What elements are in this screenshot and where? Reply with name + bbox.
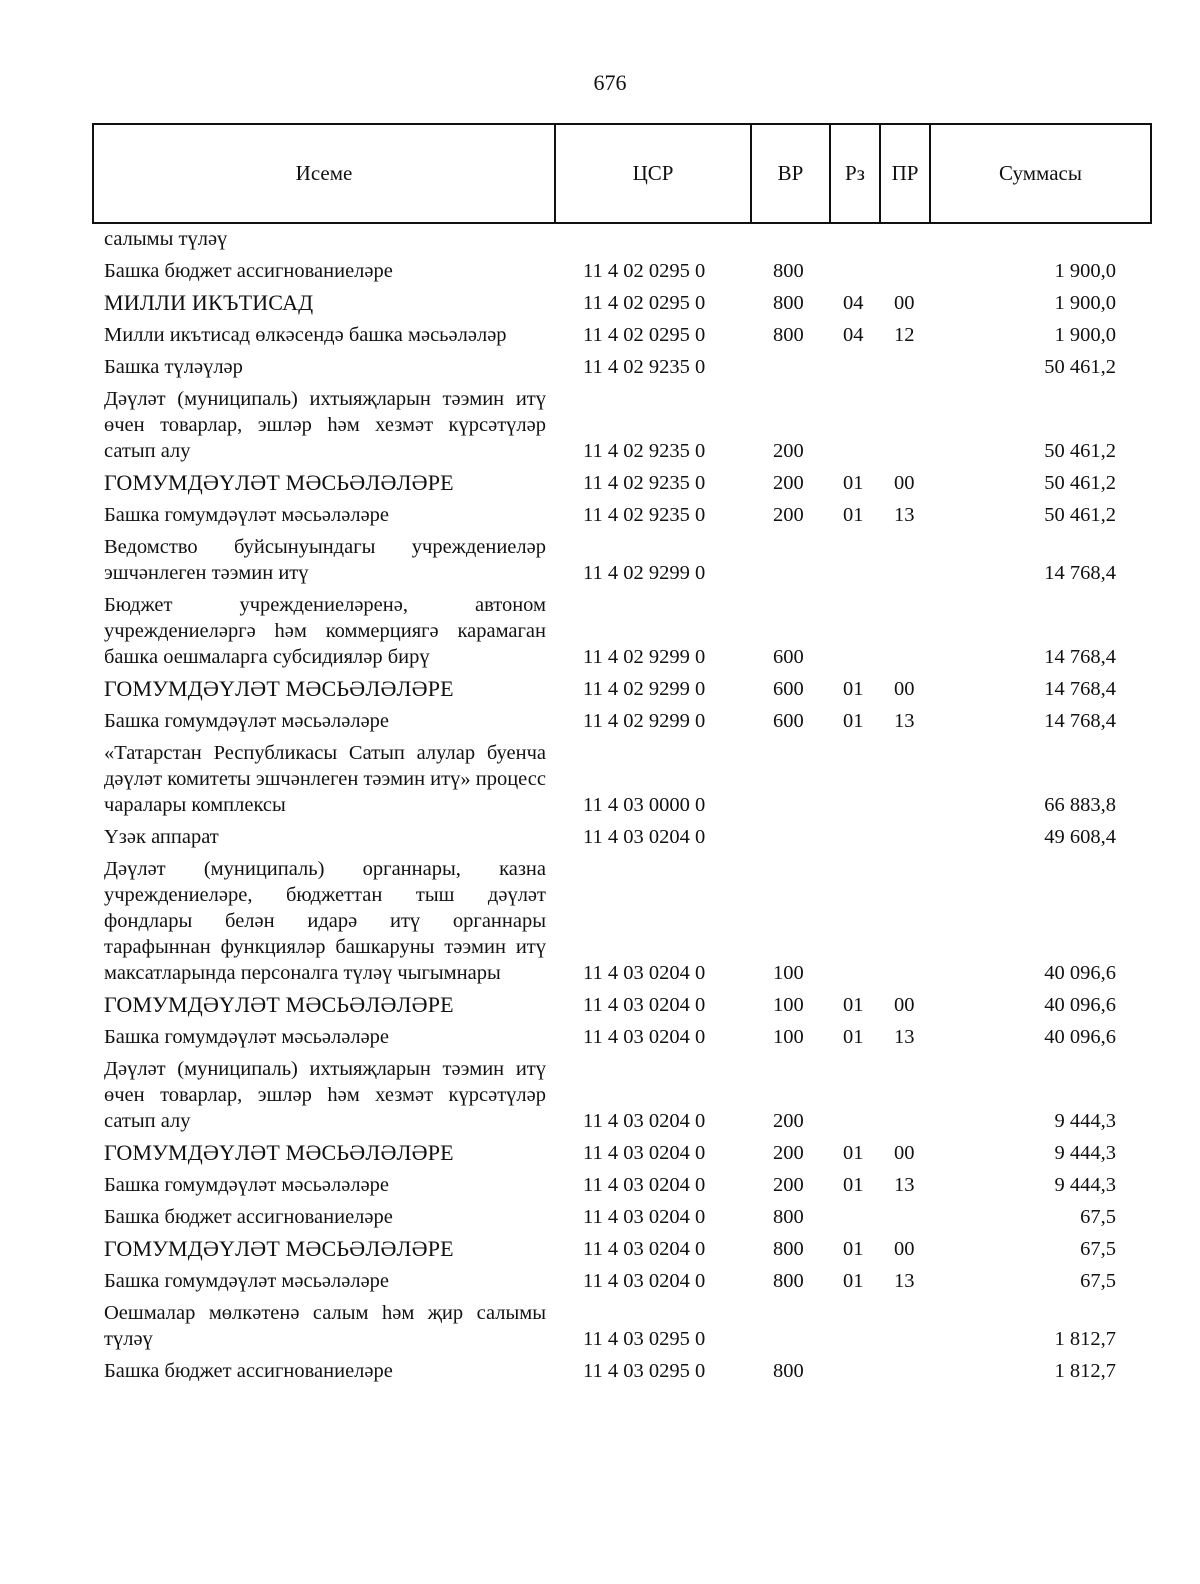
- row-rz: 04: [843, 292, 864, 314]
- row-vr: 600: [773, 678, 804, 700]
- row-sum: 49 608,4: [1044, 826, 1116, 848]
- table-body: [0, 226, 1200, 1384]
- row-sum: 14 768,4: [1044, 710, 1116, 732]
- row-vr: 200: [773, 472, 804, 494]
- row-pr: 13: [894, 1174, 915, 1196]
- row-pr: 00: [894, 292, 915, 314]
- row-name: Ведомство буйсынуындагы учреждениеләр эшчәнлеген тәэмин итү: [104, 536, 546, 584]
- row-name: ГОМУМДӘҮЛӘТ МӘСЬӘЛӘЛӘРЕ: [104, 676, 454, 701]
- table-row: [0, 1172, 1200, 1198]
- row-vr: 200: [773, 1110, 804, 1132]
- table-row: [0, 1204, 1200, 1230]
- row-sum: 1 812,7: [1054, 1328, 1116, 1350]
- row-pr: 13: [894, 1270, 915, 1292]
- row-sum: 14 768,4: [1044, 678, 1116, 700]
- row-sum: 67,5: [1080, 1270, 1116, 1292]
- page-number: 676: [593, 70, 627, 95]
- header-vr: ВР: [752, 125, 831, 222]
- table-row: [0, 502, 1200, 528]
- row-name: Башка гомумдәүләт мәсьәләләре: [104, 710, 390, 732]
- header-sum: Суммасы: [999, 161, 1082, 185]
- row-csr: 11 4 02 9235 0: [583, 504, 706, 526]
- row-csr: 11 4 02 9235 0: [583, 356, 706, 378]
- row-rz: 01: [843, 504, 864, 526]
- row-pr: 13: [894, 504, 915, 526]
- table-row: [0, 226, 1200, 252]
- table-row: [0, 740, 1200, 818]
- row-name: Үзәк аппарат: [104, 826, 219, 848]
- row-pr: 00: [894, 678, 915, 700]
- row-pr: 00: [894, 1238, 915, 1260]
- row-csr: 11 4 02 9299 0: [583, 678, 706, 700]
- row-name: салымы түләү: [104, 228, 228, 250]
- row-rz: 01: [843, 994, 864, 1016]
- row-name: Дәүләт (муниципаль) ихтыяҗларын тәэмин итү өчен товарлар, эшләр һәм хезмәт күрсәтүләр сатып алу: [104, 1058, 546, 1132]
- row-name: Башка бюджет ассигнованиеләре: [104, 1360, 393, 1382]
- row-csr: 11 4 03 0204 0: [583, 962, 706, 984]
- row-pr: 12: [894, 324, 915, 346]
- table-row: [0, 708, 1200, 734]
- row-rz: 01: [843, 1026, 864, 1048]
- header-rz: Рз: [831, 125, 881, 222]
- row-name: Башка гомумдәүләт мәсьәләләре: [104, 1174, 390, 1196]
- row-rz: 01: [843, 1142, 864, 1164]
- row-rz: 01: [843, 1174, 864, 1196]
- table-row: [0, 1236, 1200, 1262]
- table-row: [0, 322, 1200, 348]
- row-name: Оешмалар мөлкәтенә салым һәм җир салымы түләү: [104, 1302, 546, 1350]
- row-sum: 9 444,3: [1054, 1110, 1116, 1132]
- header-name: Исеме: [94, 125, 556, 222]
- row-sum: 1 900,0: [1054, 260, 1116, 282]
- table-row: [0, 534, 1200, 586]
- row-vr: 600: [773, 646, 804, 668]
- row-sum: 50 461,2: [1044, 504, 1116, 526]
- table-row: [0, 856, 1200, 986]
- row-name: Башка гомумдәүләт мәсьәләләре: [104, 1026, 390, 1048]
- row-vr: 800: [773, 260, 804, 282]
- row-sum: 66 883,8: [1044, 794, 1116, 816]
- row-sum: 14 768,4: [1044, 562, 1116, 584]
- row-pr: 00: [894, 472, 915, 494]
- row-csr: 11 4 02 0295 0: [583, 292, 706, 314]
- row-csr: 11 4 02 0295 0: [583, 324, 706, 346]
- row-vr: 800: [773, 324, 804, 346]
- row-vr: 100: [773, 1026, 804, 1048]
- row-sum: 50 461,2: [1044, 440, 1116, 462]
- row-rz: 04: [843, 324, 864, 346]
- table-row: [0, 290, 1200, 316]
- row-name: «Татарстан Республикасы Сатып алулар буенча дәүләт комитеты эшчәнлеген тәэмин итү» процесс чаралары комплексы: [104, 742, 546, 816]
- row-sum: 40 096,6: [1044, 994, 1116, 1016]
- table-row: [0, 1140, 1200, 1166]
- row-sum: 1 900,0: [1054, 324, 1116, 346]
- header-csr: ЦСР: [556, 125, 752, 222]
- row-csr: 11 4 02 9299 0: [583, 646, 706, 668]
- table-row: [0, 592, 1200, 670]
- row-sum: 50 461,2: [1044, 356, 1116, 378]
- row-csr: 11 4 03 0000 0: [583, 794, 706, 816]
- row-vr: 200: [773, 1142, 804, 1164]
- row-sum: 9 444,3: [1054, 1174, 1116, 1196]
- row-csr: 11 4 03 0204 0: [583, 1270, 706, 1292]
- row-csr: 11 4 02 0295 0: [583, 260, 706, 282]
- row-csr: 11 4 03 0204 0: [583, 1174, 706, 1196]
- row-sum: 1 812,7: [1054, 1360, 1116, 1382]
- row-csr: 11 4 03 0204 0: [583, 1142, 706, 1164]
- row-vr: 800: [773, 1206, 804, 1228]
- row-csr: 11 4 03 0204 0: [583, 994, 706, 1016]
- row-name: Башка гомумдәүләт мәсьәләләре: [104, 504, 390, 526]
- row-vr: 200: [773, 504, 804, 526]
- table-header: [92, 123, 1152, 224]
- row-name: ГОМУМДӘҮЛӘТ МӘСЬӘЛӘЛӘРЕ: [104, 992, 454, 1017]
- row-vr: 800: [773, 1360, 804, 1382]
- table-row: [0, 470, 1200, 496]
- row-sum: 40 096,6: [1044, 1026, 1116, 1048]
- row-sum: 67,5: [1080, 1238, 1116, 1260]
- table-row: [0, 1358, 1200, 1384]
- row-vr: 100: [773, 962, 804, 984]
- row-csr: 11 4 03 0204 0: [583, 826, 706, 848]
- row-vr: 200: [773, 1174, 804, 1196]
- row-sum: 9 444,3: [1054, 1142, 1116, 1164]
- row-name: Дәүләт (муниципаль) органнары, казна учреждениеләре, бюджеттан тыш дәүләт фондлары белән идарә итү органнары тарафыннан функцияләр башкаруны тәэмин итү максатларында персоналга түләү чыгымнары: [104, 858, 546, 984]
- row-vr: 800: [773, 1238, 804, 1260]
- table-row: [0, 1056, 1200, 1134]
- row-name: ГОМУМДӘҮЛӘТ МӘСЬӘЛӘЛӘРЕ: [104, 1140, 454, 1165]
- row-vr: 100: [773, 994, 804, 1016]
- row-name: ГОМУМДӘҮЛӘТ МӘСЬӘЛӘЛӘРЕ: [104, 470, 454, 495]
- row-sum: 50 461,2: [1044, 472, 1116, 494]
- row-rz: 01: [843, 710, 864, 732]
- row-vr: 200: [773, 440, 804, 462]
- row-csr: 11 4 03 0204 0: [583, 1026, 706, 1048]
- table-row: [0, 1300, 1200, 1352]
- row-csr: 11 4 03 0204 0: [583, 1110, 706, 1132]
- row-sum: 1 900,0: [1054, 292, 1116, 314]
- table-row: [0, 676, 1200, 702]
- row-sum: 67,5: [1080, 1206, 1116, 1228]
- header-pr: ПР: [881, 125, 931, 222]
- row-name: Милли икътисад өлкәсендә башка мәсьәләләр: [104, 324, 507, 346]
- row-csr: 11 4 02 9235 0: [583, 472, 706, 494]
- table-row: [0, 258, 1200, 284]
- row-rz: 01: [843, 1238, 864, 1260]
- row-pr: 00: [894, 1142, 915, 1164]
- table-row: [0, 992, 1200, 1018]
- row-sum: 40 096,6: [1044, 962, 1116, 984]
- row-rz: 01: [843, 1270, 864, 1292]
- row-csr: 11 4 02 9235 0: [583, 440, 706, 462]
- row-vr: 600: [773, 710, 804, 732]
- row-name: Башка бюджет ассигнованиеләре: [104, 260, 393, 282]
- row-pr: 00: [894, 994, 915, 1016]
- row-sum: 14 768,4: [1044, 646, 1116, 668]
- row-name: Башка бюджет ассигнованиеләре: [104, 1206, 393, 1228]
- row-name: МИЛЛИ ИКЪТИСАД: [104, 290, 314, 315]
- table-row: [0, 824, 1200, 850]
- row-csr: 11 4 03 0204 0: [583, 1206, 706, 1228]
- row-csr: 11 4 02 9299 0: [583, 562, 706, 584]
- row-rz: 01: [843, 678, 864, 700]
- row-vr: 800: [773, 1270, 804, 1292]
- row-csr: 11 4 03 0295 0: [583, 1328, 706, 1350]
- row-csr: 11 4 02 9299 0: [583, 710, 706, 732]
- row-vr: 800: [773, 292, 804, 314]
- row-pr: 13: [894, 1026, 915, 1048]
- table-row: [0, 1024, 1200, 1050]
- table-row: [0, 354, 1200, 380]
- row-name: Дәүләт (муниципаль) ихтыяҗларын тәэмин итү өчен товарлар, эшләр һәм хезмәт күрсәтүләр сатып алу: [104, 388, 546, 462]
- row-name: ГОМУМДӘҮЛӘТ МӘСЬӘЛӘЛӘРЕ: [104, 1236, 454, 1261]
- row-name: Башка гомумдәүләт мәсьәләләре: [104, 1270, 390, 1292]
- table-row: [0, 1268, 1200, 1294]
- row-csr: 11 4 03 0295 0: [583, 1360, 706, 1382]
- row-name: Башка түләүләр: [104, 356, 243, 378]
- table-row: [0, 386, 1200, 464]
- row-pr: 13: [894, 710, 915, 732]
- row-rz: 01: [843, 472, 864, 494]
- row-csr: 11 4 03 0204 0: [583, 1238, 706, 1260]
- row-name: Бюджет учреждениеләренә, автоном учреждениеләргә һәм коммерциягә карамаган башка оешмаларга субсидияләр бирү: [104, 594, 546, 668]
